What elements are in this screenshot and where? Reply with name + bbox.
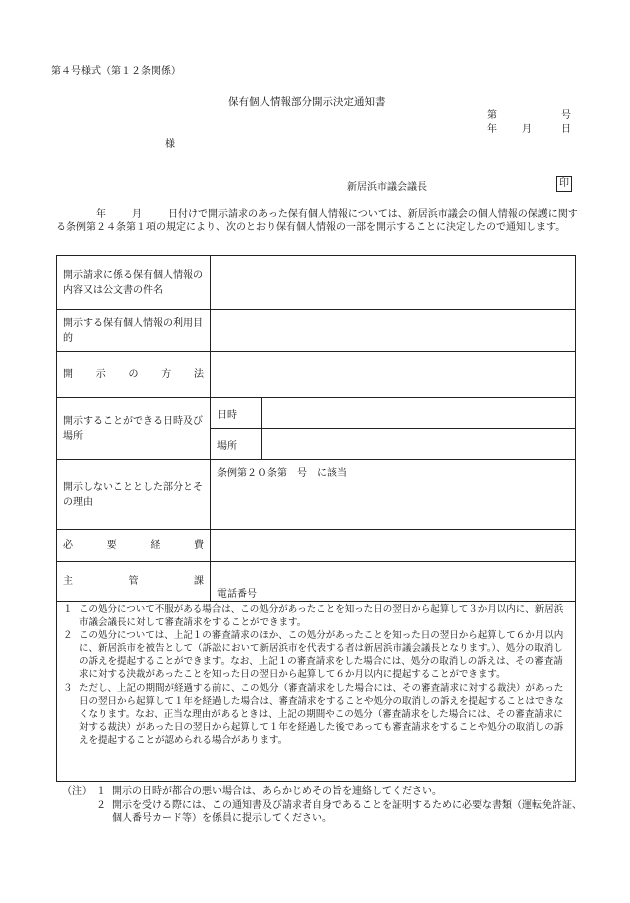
- issuer-name: 新居浜市議会議長: [347, 182, 427, 193]
- value-place: [262, 429, 576, 460]
- document-title: 保有個人情報部分開示決定通知書: [228, 96, 386, 108]
- value-datetime: [262, 398, 576, 429]
- remark-number: １: [96, 786, 106, 797]
- note-item: [63, 682, 569, 747]
- note-item: [63, 629, 569, 681]
- label-char: 必: [63, 540, 73, 551]
- label-char: 管: [128, 576, 139, 587]
- row-value-phone: 電話番号: [211, 562, 576, 602]
- label-char: 主: [63, 576, 73, 587]
- disclosure-table: [56, 255, 576, 602]
- table-row: [57, 310, 576, 352]
- addressee-suffix: 様: [165, 139, 175, 150]
- date-month-label: 月: [522, 124, 532, 135]
- spread-text-method: [63, 367, 210, 382]
- row-label-purpose: 開示する保有個人情報の利用目的: [57, 310, 211, 352]
- remark-item: [62, 799, 582, 826]
- row-label-method: [57, 352, 211, 398]
- note-number: ３: [63, 682, 73, 694]
- body-text: 日付けで開示請求のあった保有個人情報については、新居浜市議会の個人情報の保護に関する条例第２４条第１項の規定により、次のとおり保有個人情報の一部を開示することに決定したので通知します。: [56, 209, 578, 234]
- remark-item: [62, 785, 582, 799]
- note-number: ２: [63, 630, 73, 642]
- note-item: [63, 603, 569, 629]
- table-row: [57, 530, 576, 562]
- table-row: [57, 562, 576, 602]
- row-label-department: [57, 562, 211, 602]
- row-label-withheld: 開示しないこととした部分とその理由: [57, 460, 211, 530]
- note-text: ただし、上記の期間が経過する前に、この処分（審査請求をした場合には、その審査請求に対する裁決）があった日の翌日から起算して１年を経過した場合は、審査請求をすることや処分の取消しの訴えを提起することはできなくなります。なお、正当な理由があるときは、上記の期間やこの処分（審査請求をした場合には、その審査請求に対する裁決）があった日の翌日から起算して１年を経過した後であっても審査請求をすることや処分の取消しの訴えを提起することが認められる場合があります。: [79, 682, 564, 746]
- label-char: 方: [161, 369, 172, 380]
- note-text: この処分については、上記１の審査請求のほか、この処分があったことを知った日の翌日から起算して６か月以内に、新居浜市を被告として（訴訟において新居浜市を代表する者は新居浜市議会議長となります。）、処分の取消しの訴えを提起することができます。なお、上記１の審査請求をした場合には、処分の取消しの訴えは、その審査請求に対する決裁があったことを知った日の翌日から起算して６か月以内に提起することができます。: [79, 630, 564, 681]
- row-value-purpose: [211, 310, 576, 352]
- row-label-request-content: 開示請求に係る保有個人情報の内容又は公文書の件名: [57, 256, 211, 310]
- label-char: 示: [95, 369, 106, 380]
- row-value-method: [211, 352, 576, 398]
- remarks: [62, 785, 582, 826]
- number-suffix: 号: [561, 110, 571, 121]
- table-row: [57, 256, 576, 310]
- remark-number: ２: [96, 799, 106, 811]
- label-char: 課: [194, 576, 204, 587]
- body-month: 月: [132, 209, 142, 220]
- row-value-withheld: 条例第２０条第 号 に該当: [211, 460, 576, 530]
- notes-box: [56, 601, 576, 782]
- note-text: この処分について不服がある場合は、この処分があったことを知った日の翌日から起算して３か月以内に、新居浜市議会議長に対して審査請求をすることができます。: [79, 604, 564, 629]
- remark-spacer: [62, 799, 96, 826]
- row-label-datetime-place: 開示することができる日時及び場所: [57, 398, 211, 460]
- date-day-label: 日: [561, 124, 571, 135]
- number-prefix: 第: [487, 110, 497, 121]
- row-value-fee: [211, 530, 576, 562]
- form-number: 第４号様式（第１２条関係）: [51, 66, 181, 77]
- note-number: １: [63, 604, 73, 615]
- date-year-label: 年: [487, 124, 497, 135]
- remark-text: 開示を受ける際には、この通知書及び請求者自身であることを証明するために必要な書類（運転免許証、個人番号カード等）を係員に提示してください。: [112, 799, 582, 824]
- label-char: 費: [193, 540, 204, 551]
- row-value-request-content: [211, 256, 576, 310]
- remark-prefix: （注）: [62, 786, 92, 797]
- spread-text-department: [63, 574, 210, 589]
- seal-mark: 印: [556, 176, 572, 192]
- label-char: 開: [63, 369, 73, 380]
- body-year: 年: [96, 209, 106, 220]
- sub-label-place: 場所: [211, 429, 262, 460]
- sub-label-datetime: 日時: [211, 398, 262, 429]
- label-char: 法: [194, 369, 204, 380]
- table-row: [57, 460, 576, 530]
- body-paragraph: [56, 208, 578, 235]
- label-char: 経: [150, 540, 161, 551]
- row-label-fee: [57, 530, 211, 562]
- spread-text-fee: [63, 538, 210, 553]
- table-row: [57, 352, 576, 398]
- remark-text: 開示の日時が都合の悪い場合は、あらかじめその旨を連絡してください。: [112, 786, 442, 797]
- label-char: の: [128, 369, 139, 380]
- label-char: 要: [106, 540, 117, 551]
- table-row: [57, 398, 576, 429]
